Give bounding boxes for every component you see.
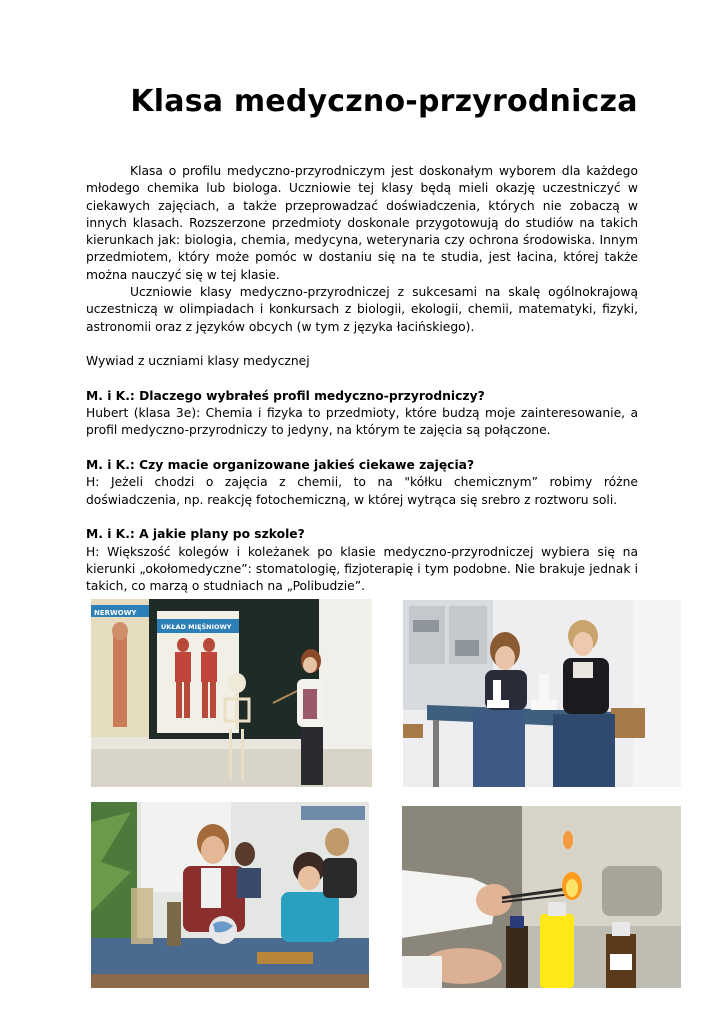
interview-question-2: M. i K.: Czy macie organizowane jakieś ciekawe zajęcia? bbox=[86, 458, 475, 473]
interview-answer-2: H: Jeżeli chodzi o zajęcia z chemii, to na "kółku chemicznym” robimy różne doświadczenia, np. reakcję fotochemiczną, w której wytrąca się srebro z roztworu soli. bbox=[86, 475, 638, 507]
photo-students-globe bbox=[91, 802, 369, 988]
page-title: Klasa medyczno-przyrodnicza bbox=[130, 84, 638, 119]
intro-paragraph-2: Uczniowie klasy medyczno-przyrodniczej z sukcesami na skalę ogólnokrajową uczestniczą w olimpiadach i konkursach z biologii, ekologii, chemii, matematyki, fizyki, astronomii oraz z języków obcych (w tym z języka łacińskiego). bbox=[86, 285, 638, 334]
poster-left-label: NERWOWY bbox=[94, 609, 137, 617]
interview-question-1: M. i K.: Dlaczego wybrałeś profil medyczno-przyrodniczy? bbox=[86, 388, 485, 403]
photo-microscope-lab bbox=[403, 600, 681, 787]
interview-answer-1: Hubert (klasa 3e): Chemia i fizyka to przedmioty, które budzą moje zainteresowanie, a profil medyczno-przyrodniczy to jedyny, na którym te zajęcia są połączone. bbox=[86, 406, 638, 438]
article-body bbox=[86, 163, 638, 595]
interview-answer-3: H: Większość kolegów i koleżanek po klasie medyczno-przyrodniczej wybiera się na kierunki „okołomedyczne”: stomatologię, fizjoterapię i tym podobne. Nie brakuje jednak i takich, co marzą o studniach na „Polibudzie”. bbox=[86, 544, 638, 594]
interview-heading: Wywiad z uczniami klasy medycznej bbox=[86, 354, 310, 369]
photo-anatomy-classroom bbox=[91, 599, 372, 787]
poster-right-label: UKŁAD MIĘŚNIOWY bbox=[161, 623, 232, 631]
intro-paragraph-1: Klasa o profilu medyczno-przyrodniczym jest doskonałym wyborem dla każdego młodego chemika lub biologa. Uczniowie tej klasy będą mieli okazję uczestniczyć w ciekawych zajęciach, a także przeprowadzać doświadczenia, których nie zobaczą w innych klasach. Rozszerzone przedmioty doskonale przygotowują do studiów na takich kierunkach jak: biologia, chemia, medycyna, weterynaria czy ochrona środowiska. Innym przedmiotem, który może pomóc w dostaniu się na te studia, jest łacina, której także można nauczyć się w tej klasie. bbox=[86, 164, 638, 282]
interview-question-3: M. i K.: A jakie plany po szkole? bbox=[86, 527, 305, 542]
photo-chemistry-flame bbox=[402, 806, 681, 988]
